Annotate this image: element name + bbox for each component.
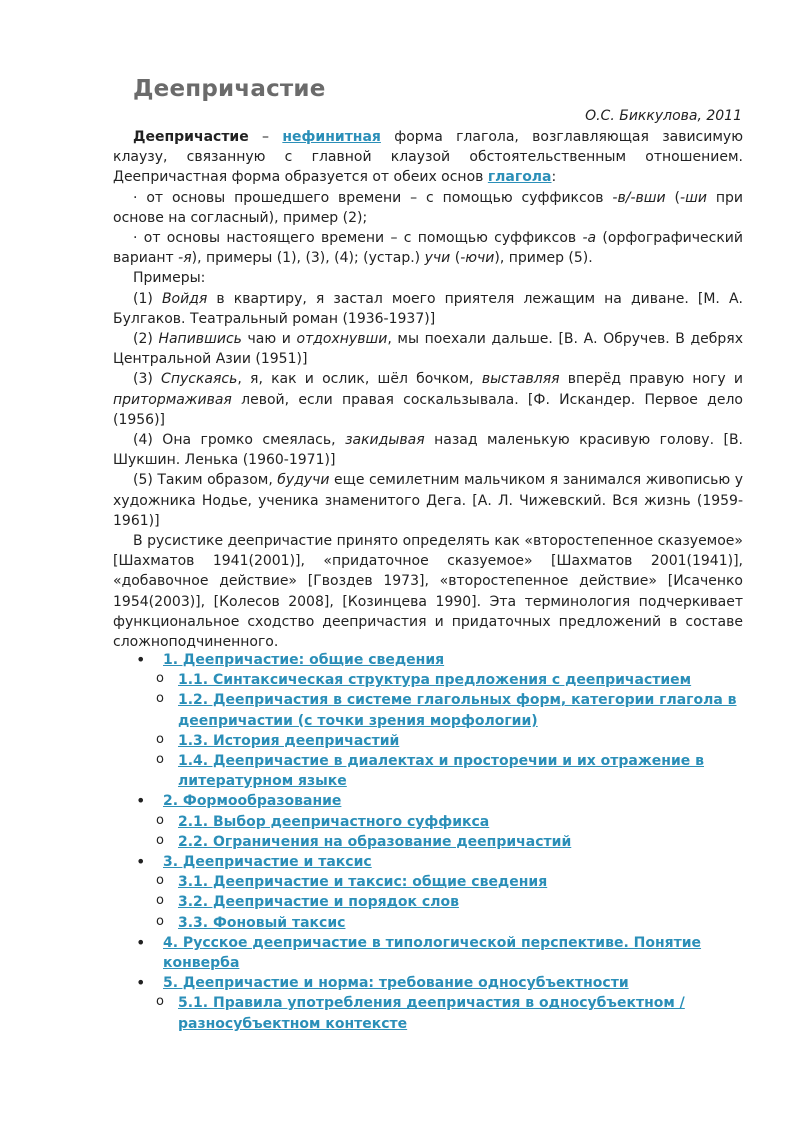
toc-section-4 <box>130 933 750 973</box>
toc-link[interactable]: 2. Формообразование <box>163 793 342 810</box>
toc-link[interactable]: 3. Деепричастие и таксис <box>163 854 372 871</box>
toc-link[interactable]: 5.1. Правила употребления деепричастия в односубъектном / разносубъектном контексте <box>178 995 685 1032</box>
toc-link[interactable]: 1.3. История деепричастий <box>178 732 400 749</box>
toc-link[interactable]: 1.2. Деепричастия в системе глагольных форм, категории глагола в деепричастии (с точки зрения морфологии) <box>178 692 737 729</box>
toc-section-1 <box>130 650 750 670</box>
link-glagol[interactable]: глагола <box>487 169 552 186</box>
example-4: (4) Она громко смеялась, закидывая назад маленькую красивую голову. [В. Шукшин. Ленька (1960-1971)] <box>113 432 744 469</box>
term: Деепричастие <box>133 129 249 145</box>
example-3: (3) Спускаясь, я, как и ослик, шёл бочком, выставляя вперёд правую ногу и притормаживая левой, если правая соскальзывала. [Ф. Искандер. Первое дело (1956)] <box>113 371 744 428</box>
toc-subsection-3-2 <box>130 892 750 912</box>
table-of-contents <box>130 650 750 1034</box>
toc-subsection-2-2 <box>130 832 750 852</box>
toc-link[interactable]: 3.3. Фоновый таксис <box>178 914 346 931</box>
example-2: (2) Напившись чаю и отдохнувши, мы поехали дальше. [В. А. Обручев. В дебрях Центральной Азии (1951)] <box>113 331 743 368</box>
toc-link[interactable]: 1.1. Синтаксическая структура предложения с деепричастием <box>178 672 692 689</box>
bullet-past-stem: · от основы прошедшего времени – с помощью суффиксов -в/-вши (-ши при основе на согласный), пример (2); <box>113 189 744 226</box>
examples-label: Примеры: <box>133 270 206 287</box>
toc-link[interactable]: 2.2. Ограничения на образование деепричастий <box>178 833 572 850</box>
toc-link[interactable]: 3.2. Деепричастие и порядок слов <box>178 894 459 911</box>
bullet-present-stem: · от основы настоящего времени – с помощью суффиксов -а (орфографический вариант -я), примеры (1), (3), (4); (устар.) учи (-ючи), пример (5). <box>113 230 743 267</box>
toc-section-2 <box>130 791 750 811</box>
definition-paragraph: Деепричастие – нефинитная форма глагола, возглавляющая зависимую клаузу, связанную с главной клаузой обстоятельственным отношением. Деепричастная форма образуется от обеих основ глагола: <box>113 129 743 186</box>
author-attribution: О.С. Биккулова, 2011 <box>585 108 742 124</box>
toc-section-3 <box>130 852 750 872</box>
toc-subsection-1-3 <box>130 731 750 751</box>
example-1: (1) Войдя в квартиру, я застал моего приятеля лежащим на диване. [М. А. Булгаков. Театральный роман (1936-1937)] <box>113 290 744 327</box>
toc-link[interactable]: 4. Русское деепричастие в типологической перспективе. Понятие конверба <box>163 934 702 972</box>
toc-section-5 <box>130 973 750 993</box>
toc-subsection-1-4 <box>130 751 750 791</box>
toc-subsection-5-1 <box>130 993 750 1033</box>
toc-list <box>130 650 750 1034</box>
toc-link[interactable]: 1. Деепричастие: общие сведения <box>163 652 445 668</box>
link-nefinitnaya[interactable]: нефинитная <box>282 129 381 145</box>
toc-subsection-1-2 <box>130 690 750 730</box>
example-5: (5) Таким образом, будучи еще семилетним мальчиком я занимался живописью у художника Нодье, ученика знаменитого Дега. [А. Л. Чижевский. Вся жизнь (1959-1961)] <box>113 472 743 529</box>
toc-link[interactable]: 5. Деепричастие и норма: требование односубъектности <box>163 975 629 992</box>
toc-subsection-3-3 <box>130 913 750 933</box>
article-body <box>113 127 743 652</box>
toc-subsection-1-1 <box>130 670 750 690</box>
toc-subsection-3-1 <box>130 872 750 892</box>
terminology-paragraph: В русистике деепричастие принято определять как «второстепенное сказуемое» [Шахматов 1941(2001)], «придаточное сказуемое» [Шахматов 2001(1941)], «добавочное действие» [Гвоздев 1973], «второстепенное действие» [Исаченко 1954(2003)], [Колесов 2008], [Козинцева 1990]. Эта терминология подчеркивает функциональное сходство деепричастия и придаточных предложений в составе сложноподчиненного. <box>113 533 743 651</box>
toc-link[interactable]: 3.1. Деепричастие и таксис: общие сведения <box>178 874 548 891</box>
toc-link[interactable]: 1.4. Деепричастие в диалектах и просторечии и их отражение в литературном языке <box>178 753 705 790</box>
toc-link[interactable]: 2.1. Выбор деепричастного суффикса <box>178 813 490 830</box>
toc-subsection-2-1 <box>130 812 750 832</box>
page-title: Деепричастие <box>133 76 326 102</box>
